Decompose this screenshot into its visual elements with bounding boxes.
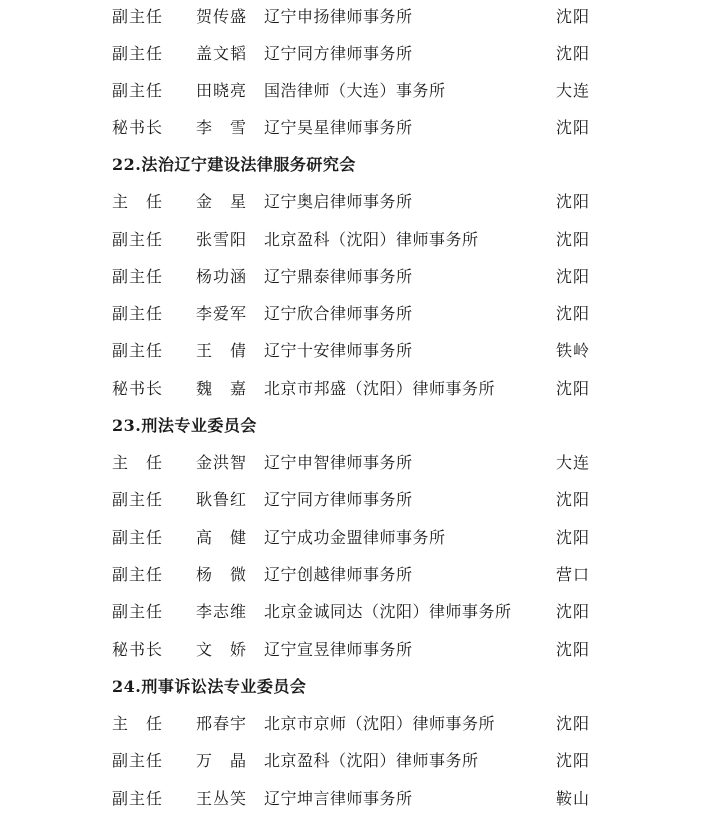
member-firm: 辽宁坤言律师事务所: [264, 789, 413, 808]
member-row: [0, 332, 704, 369]
member-row: [0, 631, 704, 668]
section-heading: 22.法治辽宁建设法律服务研究会: [112, 155, 356, 174]
member-firm: 辽宁申智律师事务所: [264, 453, 413, 472]
member-firm: 辽宁鼎泰律师事务所: [264, 267, 413, 286]
member-name: 王 倩: [196, 341, 248, 360]
member-city: 营口: [556, 565, 591, 584]
member-role: 秘书长: [112, 640, 164, 659]
member-row: [0, 72, 704, 109]
member-city: 沈阳: [556, 528, 591, 547]
member-role: 主 任: [112, 714, 164, 733]
member-city: 沈阳: [556, 7, 591, 26]
member-city: 大连: [556, 453, 591, 472]
member-name: 魏 嘉: [196, 379, 248, 398]
member-row: [0, 183, 704, 220]
member-name: 耿鲁红: [196, 490, 248, 509]
member-firm: 北京金诚同达（沈阳）律师事务所: [264, 602, 512, 621]
member-row: [0, 109, 704, 146]
member-name: 杨功涵: [196, 267, 248, 286]
member-name: 贺传盛: [196, 7, 248, 26]
member-city: 鞍山: [556, 789, 591, 808]
member-role: 副主任: [112, 565, 164, 584]
member-city: 铁岭: [556, 341, 591, 360]
member-role: 副主任: [112, 789, 164, 808]
member-role: 副主任: [112, 267, 164, 286]
member-name: 张雪阳: [196, 230, 248, 249]
member-name: 田晓亮: [196, 81, 248, 100]
member-city: 沈阳: [556, 304, 591, 323]
member-name: 金洪智: [196, 453, 248, 472]
member-role: 主 任: [112, 453, 164, 472]
member-name: 李 雪: [196, 118, 248, 137]
member-role: 副主任: [112, 7, 164, 26]
member-firm: 辽宁同方律师事务所: [264, 490, 413, 509]
member-firm: 辽宁昊星律师事务所: [264, 118, 413, 137]
member-role: 副主任: [112, 751, 164, 770]
member-city: 沈阳: [556, 751, 591, 770]
member-row: [0, 481, 704, 518]
member-name: 杨 微: [196, 565, 248, 584]
member-city: 沈阳: [556, 44, 591, 63]
member-row: [0, 295, 704, 332]
member-firm: 辽宁同方律师事务所: [264, 44, 413, 63]
member-firm: 北京市邦盛（沈阳）律师事务所: [264, 379, 496, 398]
member-firm: 辽宁宣昱律师事务所: [264, 640, 413, 659]
member-name: 盖文韬: [196, 44, 248, 63]
member-name: 邢春宇: [196, 714, 248, 733]
member-row: [0, 519, 704, 556]
member-role: 副主任: [112, 304, 164, 323]
member-row: [0, 742, 704, 779]
member-row: [0, 370, 704, 407]
member-row: [0, 444, 704, 481]
member-firm: 辽宁创越律师事务所: [264, 565, 413, 584]
member-row: [0, 593, 704, 630]
member-city: 沈阳: [556, 602, 591, 621]
member-city: 沈阳: [556, 192, 591, 211]
member-name: 王丛笑: [196, 789, 248, 808]
member-role: 副主任: [112, 490, 164, 509]
member-name: 李爱军: [196, 304, 248, 323]
member-city: 沈阳: [556, 714, 591, 733]
member-role: 秘书长: [112, 118, 164, 137]
member-city: 沈阳: [556, 379, 591, 398]
member-row: [0, 780, 704, 817]
member-firm: 北京市京师（沈阳）律师事务所: [264, 714, 496, 733]
member-role: 主 任: [112, 192, 164, 211]
member-name: 高 健: [196, 528, 248, 547]
member-firm: 北京盈科（沈阳）律师事务所: [264, 751, 479, 770]
member-role: 副主任: [112, 341, 164, 360]
member-role: 副主任: [112, 230, 164, 249]
member-city: 沈阳: [556, 267, 591, 286]
member-role: 秘书长: [112, 379, 164, 398]
member-row: [0, 258, 704, 295]
member-role: 副主任: [112, 44, 164, 63]
member-role: 副主任: [112, 528, 164, 547]
member-firm: 辽宁申扬律师事务所: [264, 7, 413, 26]
member-city: 大连: [556, 81, 591, 100]
member-city: 沈阳: [556, 118, 591, 137]
member-role: 副主任: [112, 602, 164, 621]
member-city: 沈阳: [556, 490, 591, 509]
member-role: 副主任: [112, 81, 164, 100]
member-row: [0, 705, 704, 742]
member-name: 金 星: [196, 192, 248, 211]
member-city: 沈阳: [556, 640, 591, 659]
member-row: [0, 35, 704, 72]
member-city: 沈阳: [556, 230, 591, 249]
member-firm: 辽宁奥启律师事务所: [264, 192, 413, 211]
member-firm: 北京盈科（沈阳）律师事务所: [264, 230, 479, 249]
section-heading: 23.刑法专业委员会: [112, 416, 257, 435]
member-name: 万 晶: [196, 751, 248, 770]
member-name: 文 娇: [196, 640, 248, 659]
member-firm: 辽宁十安律师事务所: [264, 341, 413, 360]
member-firm: 辽宁欣合律师事务所: [264, 304, 413, 323]
member-firm: 辽宁成功金盟律师事务所: [264, 528, 446, 547]
member-row: [0, 556, 704, 593]
member-row: [0, 221, 704, 258]
member-row: [0, 0, 704, 35]
member-firm: 国浩律师（大连）事务所: [264, 81, 446, 100]
member-name: 李志维: [196, 602, 248, 621]
section-heading: 24.刑事诉讼法专业委员会: [112, 677, 307, 696]
